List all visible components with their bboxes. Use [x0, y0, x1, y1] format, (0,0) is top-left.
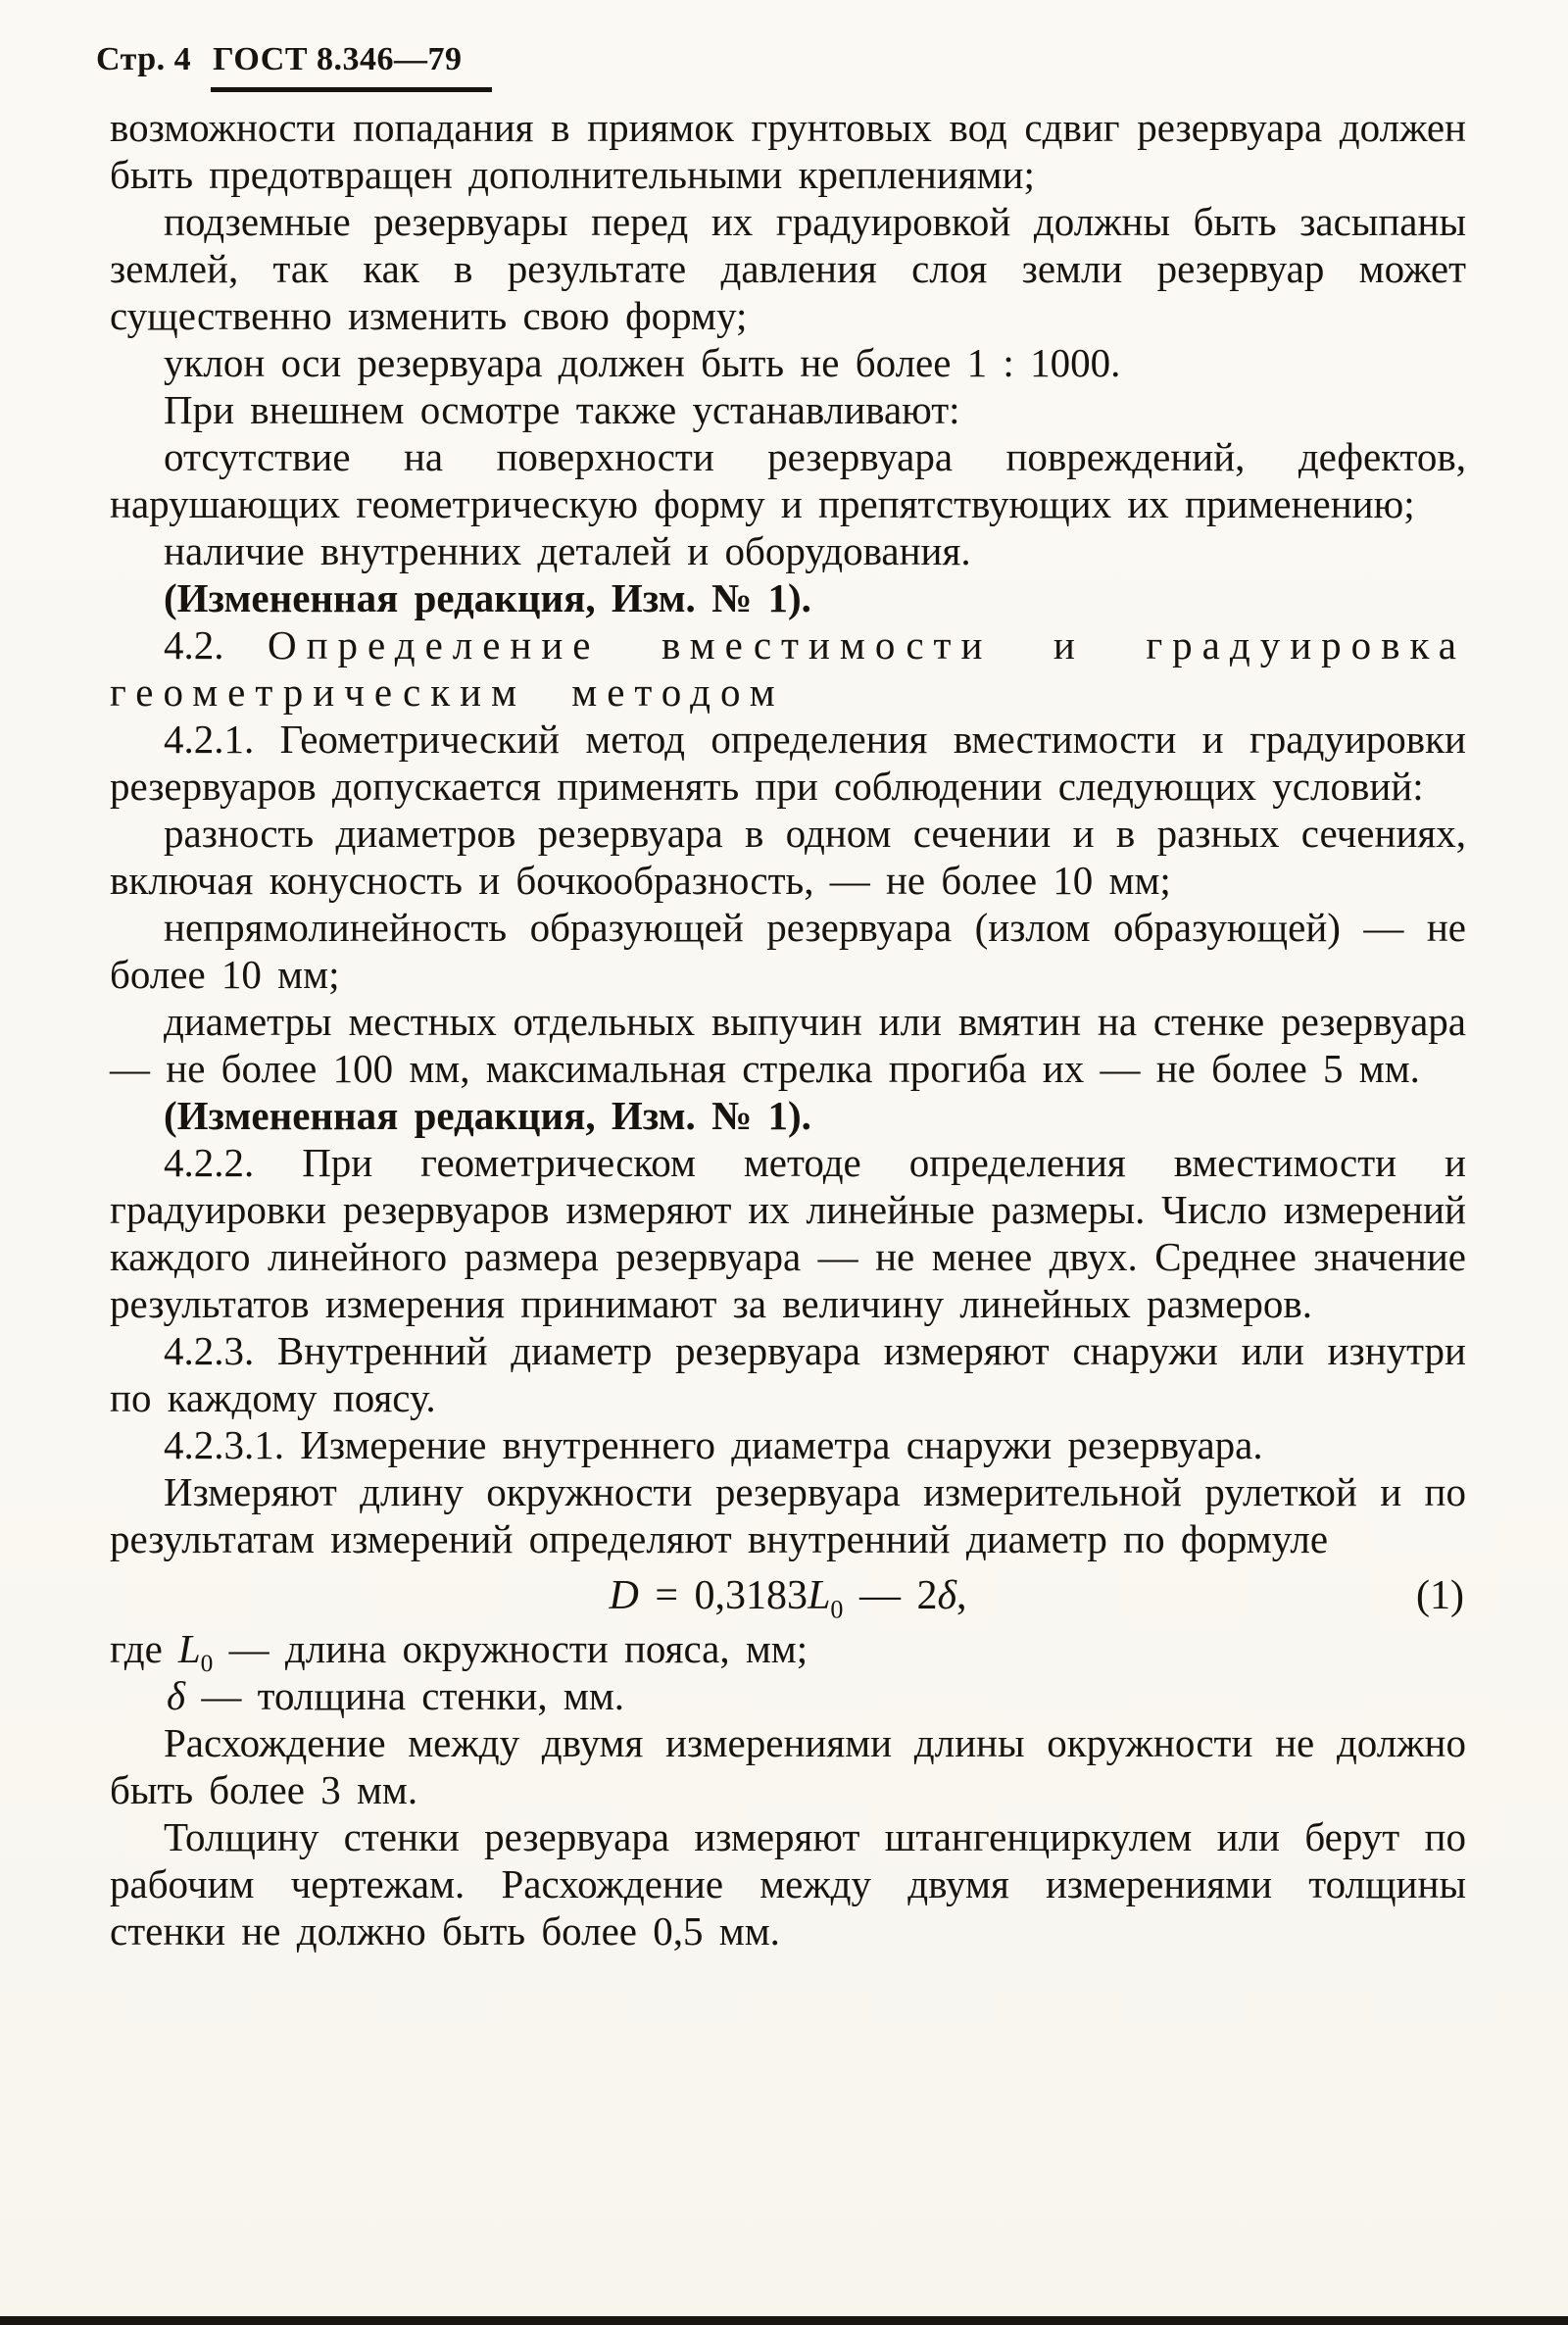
section-heading-4-2: [110, 621, 1466, 716]
amendment-note-1: (Измененная редакция, Изм. № 1).: [164, 575, 811, 620]
paragraph-4-2-3: 4.2.3. Внутренний диаметр резервуара измеряют снаружи или изнутри по каждому поясу.: [110, 1328, 1466, 1420]
formula-number: (1): [1416, 1573, 1464, 1618]
paragraph-4-2-3-1: 4.2.3.1. Измерение внутреннего диаметра снаружи резервуара.: [164, 1422, 1263, 1467]
paragraph-generatrix: непрямолинейность образующей резервуара (излом образующей) — не более 10 мм;: [110, 905, 1466, 997]
running-header: [96, 41, 492, 92]
definition-subscript: 0: [200, 1650, 214, 1678]
formula-subscript: 0: [830, 1595, 844, 1624]
paragraph-external-inspection: При внешнем осмотре также устанавливают:: [164, 387, 960, 432]
paragraph-bulges-dents: диаметры местных отдельных выпучин или вмятин на стенке резервуара — не более 100 мм, максимальная стрелка прогиба их — не более 5 мм.: [110, 999, 1466, 1091]
where-label: где: [110, 1626, 163, 1671]
paragraph-internal-parts: наличие внутренних деталей и оборудования.: [164, 528, 971, 573]
formula-var-l: L: [808, 1573, 831, 1618]
scan-edge-artifact: [0, 2316, 1568, 2325]
formula-1: [110, 1572, 1466, 1624]
page-number-label: Стр. 4: [96, 41, 192, 77]
definition-var-delta: δ: [167, 1673, 186, 1718]
paragraph-axis-slope: уклон оси резервуара должен быть не более 1 : 1000.: [164, 340, 1121, 385]
formula-var-delta: δ: [937, 1573, 956, 1618]
paragraph-formula-intro: Измеряют длину окружности резервуара измерительной рулеткой и по результатам измерений определяют внутренний диаметр по формуле: [110, 1469, 1466, 1561]
paragraph-4-2-1: 4.2.1. Геометрический метод определения вместимости и градуировки резервуаров допускается применять при соблюдении следующих условий:: [110, 717, 1466, 809]
formula-relation: = 0,3183: [638, 1573, 808, 1618]
paragraph-4-2-2: 4.2.2. При геометрическом методе определения вместимости и градуировки резервуаров измеряют их линейные размеры. Число измерений каждого линейного размера резервуара — не менее двух. Среднее значение результатов измерения принимают за величину линейных размеров.: [110, 1140, 1466, 1326]
gost-number: ГОСТ 8.346—79: [211, 41, 491, 92]
section-title: Определение вместимости и градуировка геометрическим методом: [110, 622, 1466, 715]
paragraph-tank-anchoring: возможности попадания в приямок грунтовых вод сдвиг резервуара должен быть предотвращен дополнительными креплениями;: [110, 105, 1466, 197]
definition-delta: [110, 1672, 1466, 1719]
paragraph-circumference-tolerance: Расхождение между двумя измерениями длины окружности не должно быть более 3 мм.: [110, 1720, 1466, 1812]
paragraph-underground-tanks: подземные резервуары перед их градуировкой должны быть засыпаны землей, так как в результате давления слоя земли резервуар может существенно изменить свою форму;: [110, 199, 1466, 338]
definition-l-text: — длина окружности пояса, мм;: [213, 1626, 808, 1671]
section-number: 4.2.: [164, 622, 224, 668]
formula-comma: ,: [956, 1573, 967, 1618]
paragraph-diameter-difference: разность диаметров резервуара в одном сечении и в разных сечениях, включая конусность и бочкообразность, — не более 10 мм;: [110, 811, 1466, 903]
formula-minus-term: — 2: [843, 1573, 938, 1618]
definition-l0: [110, 1625, 1466, 1678]
amendment-note-2: (Измененная редакция, Изм. № 1).: [164, 1093, 811, 1138]
formula-var-d: D: [609, 1573, 639, 1618]
paragraph-wall-thickness: Толщину стенки резервуара измеряют штангенциркулем или берут по рабочим чертежам. Расхождение между двумя измерениями толщины стенки не должно быть более 0,5 мм.: [110, 1814, 1466, 1954]
definition-var-l: L: [177, 1626, 201, 1671]
definition-delta-text: — толщина стенки, мм.: [185, 1673, 625, 1718]
paragraph-surface-defects: отсутствие на поверхности резервуара повреждений, дефектов, нарушающих геометрическую форму и препятствующих их применению;: [110, 434, 1466, 526]
formula-expression: [609, 1573, 967, 1624]
document-body: [110, 104, 1466, 1954]
